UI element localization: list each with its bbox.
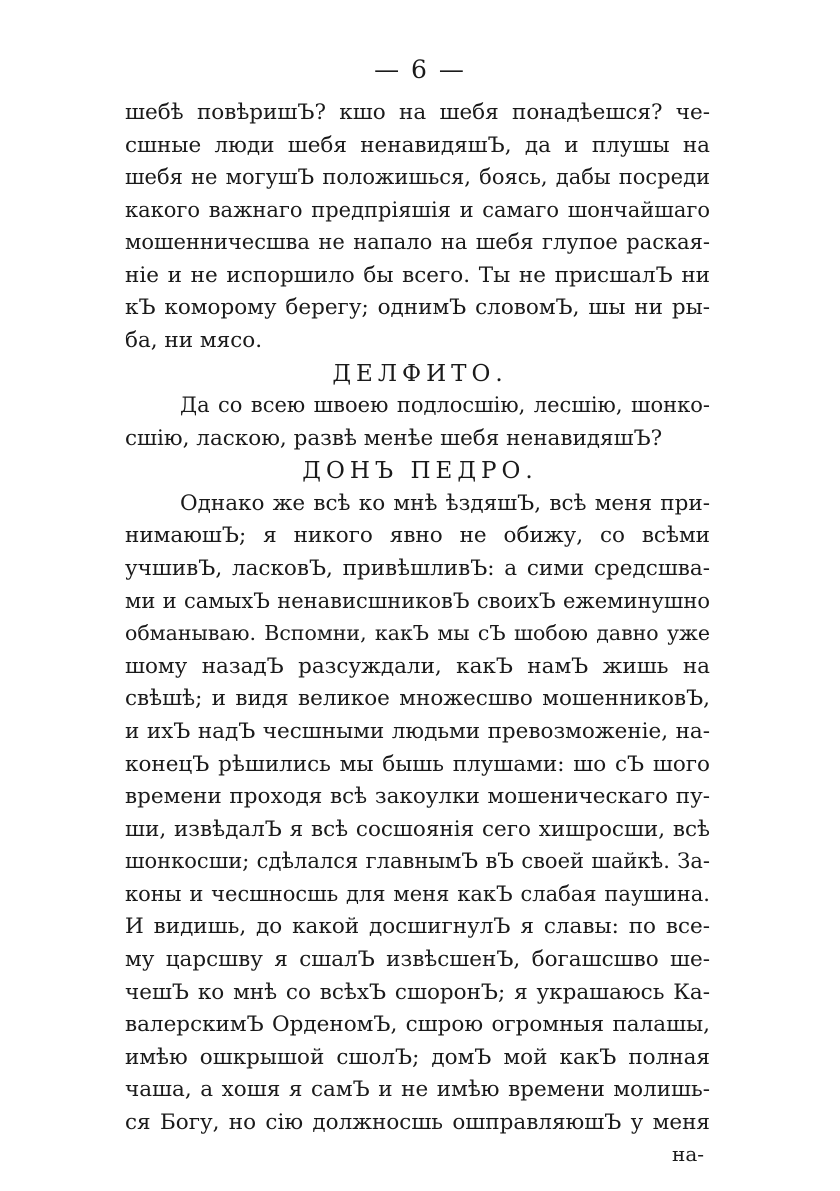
text-line: И видишь, до какой досшигнулЪ я славы: по все- [125, 914, 710, 940]
text-line: нимаюшЪ; я никого явно не обижу, со всѣми [125, 523, 710, 549]
text-line: ши, извѣдалЪ я всѣ сосшоянія сего хишросши, всѣ [125, 816, 710, 842]
text-line: сшные люди шебя ненавидяшЪ, да и плушы на [125, 132, 710, 158]
speaker-heading: ДОНЪ ПЕДРО. [302, 458, 538, 485]
text-line: времени проходя всѣ закоулки мошеническаго пу- [125, 784, 710, 810]
text-line: конецЪ рѣшились мы бышь плушами: шо сЪ шого [125, 751, 710, 777]
text-line: мошенничесшва не напало на шебя глупое раская- [125, 230, 710, 255]
text-line: сшію, ласкою, развѣ менѣе шебя ненавидяшЪ? [125, 425, 663, 451]
speaker-heading: ДЕЛФИТО. [332, 360, 508, 387]
text-line: шому назадЪ разсуждали, какЪ намЪ жишь на [125, 653, 710, 679]
text-line: чаша, а хошя я самЪ и не имѣю времени молишь- [125, 1077, 710, 1103]
text-line: валерскимЪ ОрденомЪ, сшрою огромныя палашы, [125, 1012, 710, 1038]
text-line: му царсшву я сшалЪ извѣсшенЪ, богашсшво ше- [125, 946, 710, 972]
catchword: на- [672, 1142, 705, 1167]
text-line: ба, ни мясо. [125, 328, 263, 354]
text-line: коны и чесшносшь для меня какЪ слабая паушина. [125, 881, 710, 906]
text-line: ся Богу, но сію должносшь ошправляюшЪ у меня [125, 1109, 710, 1135]
text-line: и ихЪ надЪ чесшными людьми превозможеніе, на- [125, 718, 710, 744]
text-line: Да со всею швоею подлосшію, лесшію, шонко- [180, 393, 710, 418]
text-line: учшивЪ, ласковЪ, привѣшливЪ: а сими средсшва- [125, 556, 710, 582]
text-line: ніе и не испоршило бы всего. Ты не присшалЪ ни [125, 262, 710, 288]
text-line: имѣю ошкрышой сшолЪ; домЪ мой какЪ полная [125, 1044, 710, 1070]
page-number: — 6 — [374, 55, 466, 84]
text-line: свѣшѣ; и видя великое множесшво мошенниковЪ, [125, 686, 710, 712]
text-line: какого важнаго предпріяшія и самаго шончайшаго [125, 197, 710, 222]
text-line: кЪ коморому берегу; однимЪ словомЪ, шы ни ры- [125, 295, 710, 321]
text-line: ми и самыхЪ ненависшниковЪ своихЪ ежеминушно [125, 588, 710, 613]
text-line: шебѣ повѣришЪ? кшо на шебя понадѣешся? че- [125, 100, 710, 125]
text-line: шонкосши; сдѣлался главнымЪ вЪ своей шайкѣ. За- [125, 849, 710, 874]
text-line: шебя не могушЪ положишься, боясь, дабы посреди [125, 165, 710, 190]
text-line: Однако же всѣ ко мнѣ ѣздяшЪ, всѣ меня при- [180, 490, 710, 516]
text-line: чешЪ ко мнѣ со всѣхЪ сшоронЪ; я украшаюсь Ка- [125, 979, 710, 1005]
text-line: обманываю. Вспомни, какЪ мы сЪ шобою давно уже [125, 621, 710, 646]
